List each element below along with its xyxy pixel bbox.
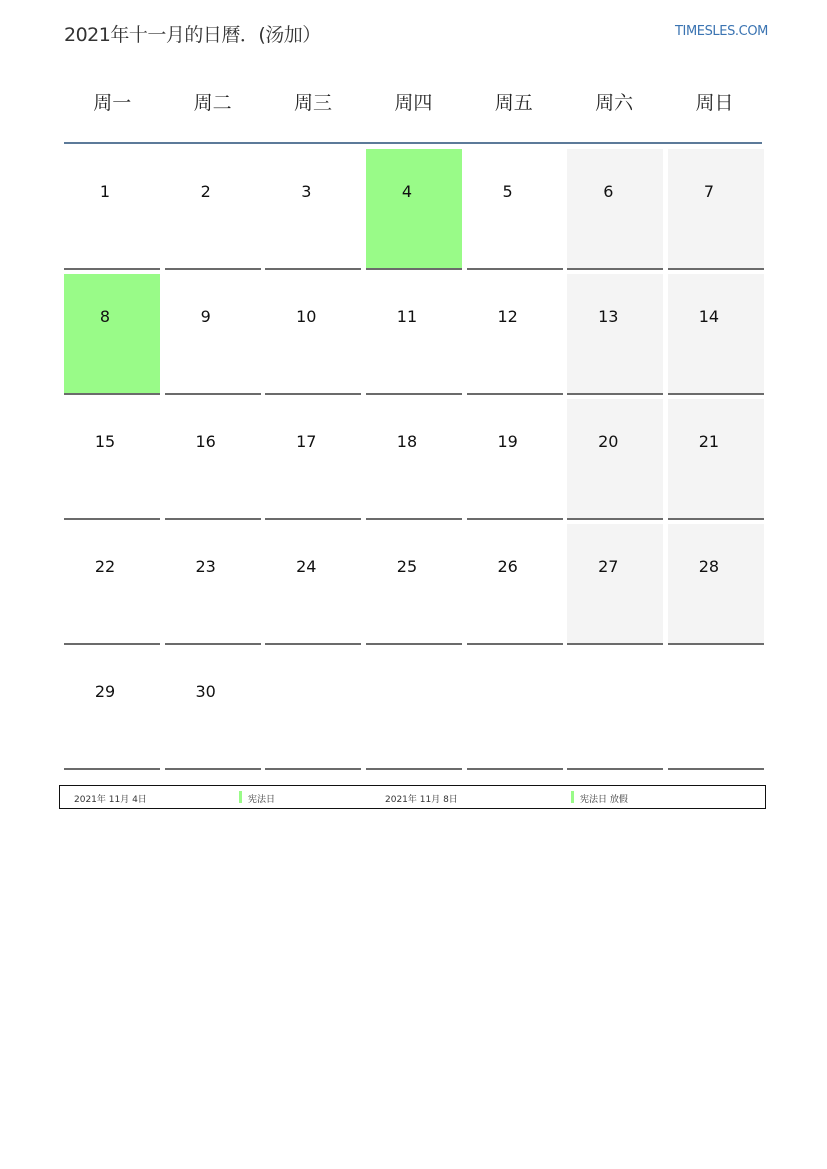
day-number: 2 xyxy=(200,182,211,201)
weekday-saturday: 周六 xyxy=(595,92,634,114)
calendar-day-cell xyxy=(265,399,361,520)
day-number: 14 xyxy=(698,307,720,326)
calendar-day-cell xyxy=(467,649,563,770)
calendar-day-cell xyxy=(265,649,361,770)
day-number: 17 xyxy=(296,432,317,451)
calendar-day-cell xyxy=(668,524,764,645)
day-number: 25 xyxy=(396,557,418,576)
calendar-day-cell xyxy=(265,149,361,270)
calendar-day-cell xyxy=(567,274,663,395)
day-number: 6 xyxy=(603,182,614,201)
day-number: 10 xyxy=(296,307,317,326)
calendar-day-cell xyxy=(467,274,563,395)
calendar-day-cell xyxy=(567,399,663,520)
calendar-day-cell xyxy=(64,149,160,270)
calendar-day-cell xyxy=(467,399,563,520)
calendar-day-cell xyxy=(467,524,563,645)
calendar-day-cell xyxy=(668,149,764,270)
day-number: 11 xyxy=(396,307,418,326)
calendar-day-cell xyxy=(165,149,261,270)
calendar-grid xyxy=(64,149,764,770)
weekday-tuesday: 周二 xyxy=(193,92,232,114)
calendar-day-cell xyxy=(165,649,261,770)
day-number: 15 xyxy=(94,432,116,451)
day-number: 26 xyxy=(497,557,518,576)
calendar-day-holiday xyxy=(64,274,160,395)
legend-date: 2021年 11月 8日 xyxy=(385,795,458,805)
calendar-day-cell xyxy=(165,524,261,645)
weekday-sunday: 周日 xyxy=(695,92,734,114)
day-number: 21 xyxy=(698,432,720,451)
calendar-day-cell xyxy=(366,274,462,395)
holiday-color-marker xyxy=(571,791,574,803)
calendar-day-cell xyxy=(567,524,663,645)
calendar-day-cell xyxy=(668,399,764,520)
day-number: 27 xyxy=(598,557,619,576)
calendar-day-cell xyxy=(265,274,361,395)
calendar-day-cell xyxy=(165,399,261,520)
calendar-day-holiday xyxy=(366,149,462,270)
day-number: 30 xyxy=(195,682,216,701)
calendar-day-cell xyxy=(366,399,462,520)
day-number: 23 xyxy=(195,557,216,576)
day-number: 29 xyxy=(94,682,116,701)
day-number: 19 xyxy=(497,432,518,451)
calendar-day-cell xyxy=(64,524,160,645)
day-number: 16 xyxy=(195,432,216,451)
page-title: 2021年十一月的日曆．(汤加） xyxy=(64,24,321,46)
holiday-color-marker xyxy=(239,791,242,803)
day-number: 24 xyxy=(296,557,317,576)
day-number: 3 xyxy=(301,182,312,201)
day-number: 5 xyxy=(502,182,513,201)
day-number: 9 xyxy=(200,307,211,326)
day-number: 13 xyxy=(598,307,619,326)
legend-holiday-name: 宪法日 放假 xyxy=(580,795,628,805)
day-number: 18 xyxy=(396,432,418,451)
weekday-wednesday: 周三 xyxy=(293,92,332,114)
day-number: 8 xyxy=(99,307,111,326)
legend-holiday-name: 宪法日 xyxy=(248,795,276,805)
site-brand-link[interactable]: TIMESLES.COM xyxy=(674,24,768,39)
calendar-day-cell xyxy=(366,649,462,770)
weekday-friday: 周五 xyxy=(494,92,533,114)
day-number: 28 xyxy=(698,557,720,576)
calendar-day-cell xyxy=(567,149,663,270)
day-number: 22 xyxy=(94,557,116,576)
weekday-monday: 周一 xyxy=(93,92,132,114)
holiday-legend xyxy=(59,785,766,809)
weekday-header-row xyxy=(62,88,765,120)
calendar-day-cell xyxy=(265,524,361,645)
legend-date: 2021年 11月 4日 xyxy=(74,795,147,805)
header-divider xyxy=(64,142,762,144)
day-number: 12 xyxy=(497,307,518,326)
day-number: 4 xyxy=(401,182,413,201)
calendar-day-cell xyxy=(668,274,764,395)
day-number: 7 xyxy=(703,182,715,201)
day-number: 1 xyxy=(99,182,111,201)
weekday-thursday: 周四 xyxy=(394,92,433,114)
calendar-day-cell xyxy=(567,649,663,770)
calendar-day-cell xyxy=(366,524,462,645)
calendar-day-cell xyxy=(467,149,563,270)
calendar-day-cell xyxy=(64,399,160,520)
calendar-day-cell xyxy=(64,649,160,770)
day-number: 20 xyxy=(598,432,619,451)
calendar-day-cell xyxy=(165,274,261,395)
calendar-day-cell xyxy=(668,649,764,770)
